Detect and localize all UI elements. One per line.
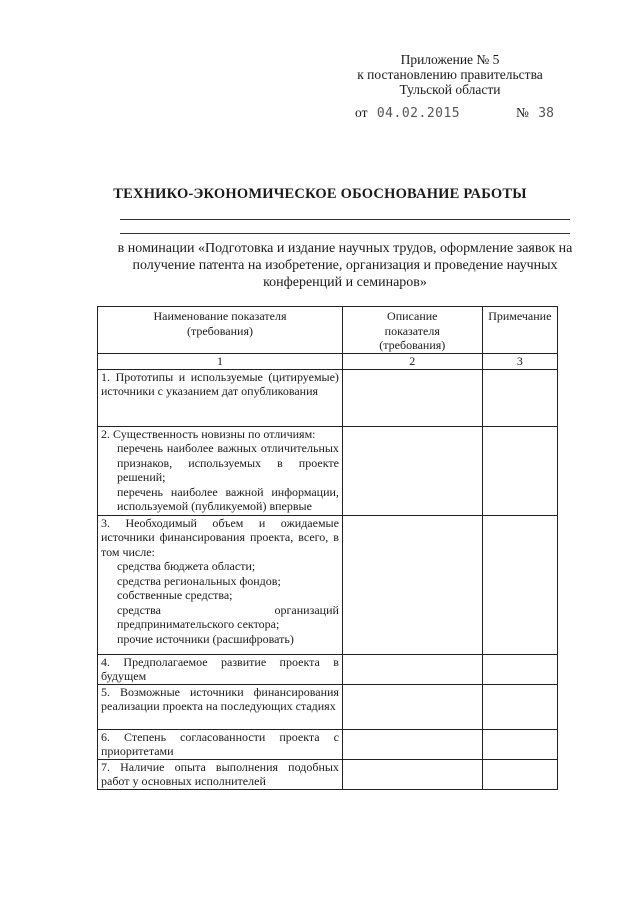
column-number: 1 [98, 354, 343, 370]
row-4-note[interactable] [482, 654, 557, 684]
row-text: 4. Предполагаемое развитие проекта в будущем [101, 654, 339, 683]
header-line: (требования) [379, 338, 446, 352]
row-text: 3. Необходимый объем и ожидаемые источники финансирования проекта, всего, в том числе: [101, 515, 339, 559]
row-2-note[interactable] [482, 426, 557, 515]
resolution-line: к постановлению правительства [357, 67, 543, 82]
header-indicator-description [342, 307, 482, 354]
row-text: средства организаций предпринимательского сектора; [117, 602, 339, 631]
row-4-name [98, 654, 343, 684]
row-text: перечень наиболее важной информации, используемой (публикуемой) впервые [117, 484, 339, 513]
table-row [98, 515, 558, 654]
row-2-description[interactable] [342, 426, 482, 515]
row-7-description[interactable] [342, 759, 482, 789]
column-number: 2 [342, 354, 482, 370]
row-text: перечень наиболее важных отличительных признаков, используемых в проекте решений; [117, 441, 339, 484]
date-value: 04.02.2015 [376, 106, 461, 121]
table-row [98, 729, 558, 759]
row-6-name [98, 729, 343, 759]
row-1-note[interactable] [482, 369, 557, 426]
table-row [98, 759, 558, 789]
header-line: Описание [387, 309, 438, 323]
table-row [98, 654, 558, 684]
row-4-description[interactable] [342, 654, 482, 684]
header-line: Наименование показателя [153, 309, 287, 323]
row-6-note[interactable] [482, 729, 557, 759]
row-text: средства бюджета области; [117, 559, 256, 573]
header-indicator-name [98, 307, 343, 354]
header-note [482, 307, 557, 354]
nomination-line: в номинации «Подготовка и издание научных трудов, оформление заявок на [117, 241, 573, 256]
table-row [98, 369, 558, 426]
column-number-row [98, 354, 558, 370]
table-row [98, 426, 558, 515]
number-value: 38 [538, 106, 554, 121]
appendix-block [330, 52, 570, 97]
row-text: средства региональных фондов; [117, 573, 281, 588]
row-text: 6. Степень согласованности проекта с приоритетами [101, 729, 339, 758]
header-line: Примечание [488, 309, 552, 323]
nomination-line: конференций и семинаров» [263, 275, 427, 290]
row-7-name [98, 759, 343, 789]
row-3-note[interactable] [482, 515, 557, 654]
row-text: 2. Существенность новизны по отличиям: [101, 426, 316, 441]
row-text: прочие источники (расшифровать) [117, 631, 294, 646]
date-label: от [355, 105, 368, 120]
row-text: 5. Возможные источники финансирования реализации проекта на последующих стадиях [101, 684, 339, 713]
row-1-name [98, 369, 343, 426]
number-line [516, 105, 554, 121]
row-5-note[interactable] [482, 684, 557, 729]
row-5-name [98, 684, 343, 729]
column-number: 3 [482, 354, 557, 370]
row-text: 7. Наличие опыта выполнения подобных работ у основных исполнителей [101, 759, 339, 788]
region-line: Тульской области [399, 82, 501, 97]
appendix-title: Приложение № 5 [400, 52, 500, 67]
document-title: ТЕХНИКО-ЭКОНОМИЧЕСКОЕ ОБОСНОВАНИЕ РАБОТЫ [113, 186, 527, 202]
row-3-name [98, 515, 343, 654]
header-line: (требования) [186, 323, 253, 338]
header-line: показателя [384, 323, 440, 338]
table-row [98, 684, 558, 729]
indicators-table [97, 306, 558, 790]
row-6-description[interactable] [342, 729, 482, 759]
nomination-line: получение патента на изобретение, организация и проведение научных [132, 258, 558, 273]
row-3-description[interactable] [342, 515, 482, 654]
row-1-description[interactable] [342, 369, 482, 426]
date-line [355, 105, 460, 121]
row-text: 1. Прототипы и используемые (цитируемые) источники с указанием дат опубликования [101, 369, 339, 398]
title-underline [120, 219, 570, 220]
row-7-note[interactable] [482, 759, 557, 789]
row-5-description[interactable] [342, 684, 482, 729]
number-label: № [516, 105, 529, 120]
table-header-row [98, 307, 558, 354]
title-underline-2 [120, 233, 570, 234]
row-text: собственные средства; [117, 588, 233, 602]
nomination-text [95, 240, 595, 291]
row-2-name [98, 426, 343, 515]
